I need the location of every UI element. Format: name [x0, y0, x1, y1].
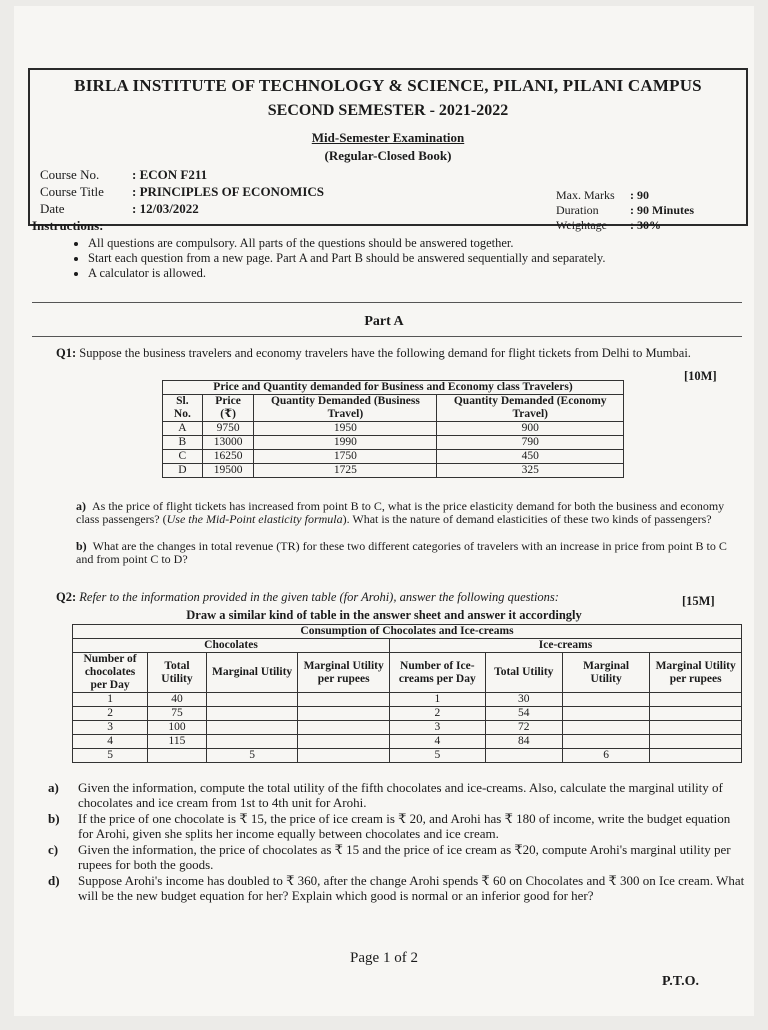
table-cell: [298, 707, 390, 721]
table-cell: 3: [389, 721, 485, 735]
q1-part-b-label: b): [76, 539, 87, 553]
list-item: [48, 873, 748, 903]
divider: [32, 336, 742, 337]
table-cell: 790: [437, 436, 624, 450]
table-cell: B: [163, 436, 203, 450]
q2-label: Q2:: [56, 590, 77, 604]
q2-body: Refer to the information provided in the given table (for Arohi), answer the following questions:: [79, 590, 559, 604]
date-label: Date: [40, 201, 65, 216]
table-cell: [650, 749, 742, 763]
table-cell: [485, 749, 562, 763]
instructions-list: [70, 236, 728, 281]
table-cell: [206, 735, 298, 749]
q1-part-a-label: a): [76, 499, 86, 513]
table-row: [73, 707, 742, 721]
table-cell: 5: [206, 749, 298, 763]
q2-item-text: Suppose Arohi's income has doubled to ₹ 360, after the change Arohi spends ₹ 60 on Chocolates and ₹ 300 on Ice cream. What will be the new budget equation for her? Explain which good is normal or an inferior good for her?: [78, 873, 745, 903]
table-cell: 72: [485, 721, 562, 735]
table-cell: [562, 721, 649, 735]
duration-label: Duration: [556, 203, 599, 217]
table-cell: [298, 749, 390, 763]
q2-item-text: If the price of one chocolate is ₹ 15, the price of ice cream is ₹ 20, and Arohi has ₹ 180 of income, write the budget equation for Arohi, given she splits her income equally between chocolates and ice cream.: [78, 811, 731, 841]
group-ice-creams: Ice-creams: [389, 639, 741, 653]
table-cell: 16250: [202, 450, 254, 464]
table-cell: 40: [148, 693, 207, 707]
q1-marks: [10M]: [684, 369, 717, 383]
table-cell: [148, 749, 207, 763]
course-title: : PRINCIPLES OF ECONOMICS: [132, 184, 325, 199]
table-cell: 9750: [202, 422, 254, 436]
table-cell: A: [163, 422, 203, 436]
table-cell: 30: [485, 693, 562, 707]
table-cell: 100: [148, 721, 207, 735]
page-number: Page 1 of 2: [350, 950, 418, 966]
q2-subquestions: [48, 780, 748, 904]
table-cell: 13000: [202, 436, 254, 450]
q2-item-label: d): [48, 873, 60, 888]
weightage-label: Weightage: [556, 218, 608, 232]
table-row: [163, 422, 624, 436]
table-cell: 5: [73, 749, 148, 763]
table-cell: 2: [389, 707, 485, 721]
course-title-label: Course Title: [40, 184, 104, 199]
table-row: [163, 450, 624, 464]
table-header: Total Utility: [148, 653, 207, 693]
table-cell: D: [163, 464, 203, 478]
table-cell: 2: [73, 707, 148, 721]
q1-text: [56, 346, 732, 360]
q2-item-label: a): [48, 780, 59, 795]
q2-table-caption: Consumption of Chocolates and Ice-creams: [73, 625, 742, 639]
table-header: Marginal Utility per rupees: [298, 653, 390, 693]
table-cell: [562, 707, 649, 721]
table-cell: [298, 693, 390, 707]
group-chocolates: Chocolates: [73, 639, 390, 653]
q1-part-a: [76, 500, 736, 526]
q1-table: [162, 380, 624, 478]
q1-part-a-text-2: ). What is the nature of demand elasticities of these two kinds of passengers?: [342, 512, 712, 526]
table-cell: [650, 693, 742, 707]
q1-label: Q1:: [56, 346, 77, 360]
table-cell: 4: [389, 735, 485, 749]
table-cell: 84: [485, 735, 562, 749]
table-header: Quantity Demanded (Business Travel): [254, 395, 437, 422]
table-cell: [650, 707, 742, 721]
list-item: [48, 780, 748, 810]
table-row: [73, 693, 742, 707]
list-item: [48, 842, 748, 872]
q2-item-label: c): [48, 842, 59, 857]
course-meta: [40, 166, 324, 217]
instruction-item: • Start each question from a new page. Part A and Part B should be answered sequentially and separately.: [88, 251, 728, 266]
q2-table: [72, 624, 742, 763]
divider: [32, 302, 742, 303]
instruction-item: • All questions are compulsory. All parts of the questions should be answered together.: [88, 236, 728, 251]
table-cell: [298, 735, 390, 749]
pto-label: P.T.O.: [662, 974, 699, 989]
table-cell: 115: [148, 735, 207, 749]
table-header: Marginal Utility: [206, 653, 298, 693]
table-cell: [562, 735, 649, 749]
q1-part-b: [76, 540, 736, 566]
max-marks: : 90: [630, 188, 649, 202]
institution-name: BIRLA INSTITUTE OF TECHNOLOGY & SCIENCE, PILANI, PILANI CAMPUS: [74, 76, 702, 95]
q1-part-a-text: As the price of flight tickets has increased from point B to C, what is the price elasticity demand for both the business and economy class passengers? (: [76, 499, 725, 526]
table-cell: C: [163, 450, 203, 464]
table-cell: 19500: [202, 464, 254, 478]
course-no-label: Course No.: [40, 167, 100, 182]
exam-type: Mid-Semester Examination: [311, 130, 465, 145]
table-cell: [562, 693, 649, 707]
duration: : 90 Minutes: [630, 203, 694, 217]
table-cell: [650, 735, 742, 749]
table-cell: [298, 721, 390, 735]
q2-item-label: b): [48, 811, 60, 826]
q2-text: [56, 590, 656, 604]
q1-body: Suppose the business travelers and economy travelers have the following demand for flight tickets from Delhi to Mumbai.: [79, 346, 691, 360]
q2-item-text: Given the information, the price of chocolates as ₹ 15 and the price of ice cream as ₹20, compute Arohi's marginal utility per rupees for both the goods.: [78, 842, 731, 872]
table-header: Total Utility: [485, 653, 562, 693]
instruction-item: • A calculator is allowed.: [88, 266, 728, 281]
table-cell: 1: [389, 693, 485, 707]
q1-table-caption: Price and Quantity demanded for Business and Economy class Travelers): [163, 381, 624, 395]
weightage: : 30%: [630, 218, 661, 232]
table-cell: 325: [437, 464, 624, 478]
table-row: [163, 464, 624, 478]
book-type: (Regular-Closed Book): [324, 148, 452, 163]
max-marks-label: Max. Marks: [556, 188, 615, 202]
exam-meta: [556, 188, 694, 233]
table-header: Number of chocolates per Day: [73, 653, 148, 693]
table-cell: 1950: [254, 422, 437, 436]
semester-title: SECOND SEMESTER - 2021-2022: [267, 102, 509, 119]
q2-item-text: Given the information, compute the total utility of the fifth chocolates and ice-creams. Also, calculate the marginal utility of chocolates and ice cream from 1st to 4th unit for Arohi.: [78, 780, 723, 810]
table-row: [73, 735, 742, 749]
table-header: Price (₹): [202, 395, 254, 422]
table-cell: 75: [148, 707, 207, 721]
table-header: Marginal Utility: [562, 653, 649, 693]
part-a-title: Part A: [364, 314, 404, 329]
table-header: Marginal Utility per rupees: [650, 653, 742, 693]
table-header: Sl. No.: [163, 395, 203, 422]
table-cell: 54: [485, 707, 562, 721]
q2-marks: [15M]: [682, 594, 715, 608]
table-cell: 3: [73, 721, 148, 735]
list-item: [48, 811, 748, 841]
exam-header: [28, 68, 748, 232]
table-cell: 1725: [254, 464, 437, 478]
table-cell: 4: [73, 735, 148, 749]
instructions-title: Instructions:: [32, 218, 104, 233]
table-cell: 1990: [254, 436, 437, 450]
table-cell: [206, 693, 298, 707]
table-row: [163, 436, 624, 450]
table-cell: 900: [437, 422, 624, 436]
table-row: [73, 721, 742, 735]
table-cell: 5: [389, 749, 485, 763]
exam-date: : 12/03/2022: [132, 201, 199, 216]
table-cell: 450: [437, 450, 624, 464]
q1-part-b-text: What are the changes in total revenue (TR) for these two different categories of travelers with an increase in price from point B to C and from point C to D?: [76, 539, 727, 566]
course-no: : ECON F211: [132, 167, 208, 182]
table-cell: [206, 707, 298, 721]
q1-part-a-italic: Use the Mid-Point elasticity formula: [166, 512, 343, 526]
q2-instruction: Draw a similar kind of table in the answer sheet and answer it accordingly: [186, 608, 582, 622]
table-cell: [650, 721, 742, 735]
table-cell: [206, 721, 298, 735]
table-cell: 1: [73, 693, 148, 707]
table-header: Number of Ice-creams per Day: [389, 653, 485, 693]
exam-page: [14, 6, 754, 1016]
table-cell: 6: [562, 749, 649, 763]
table-header: Quantity Demanded (Economy Travel): [437, 395, 624, 422]
table-cell: 1750: [254, 450, 437, 464]
table-row: [73, 749, 742, 763]
